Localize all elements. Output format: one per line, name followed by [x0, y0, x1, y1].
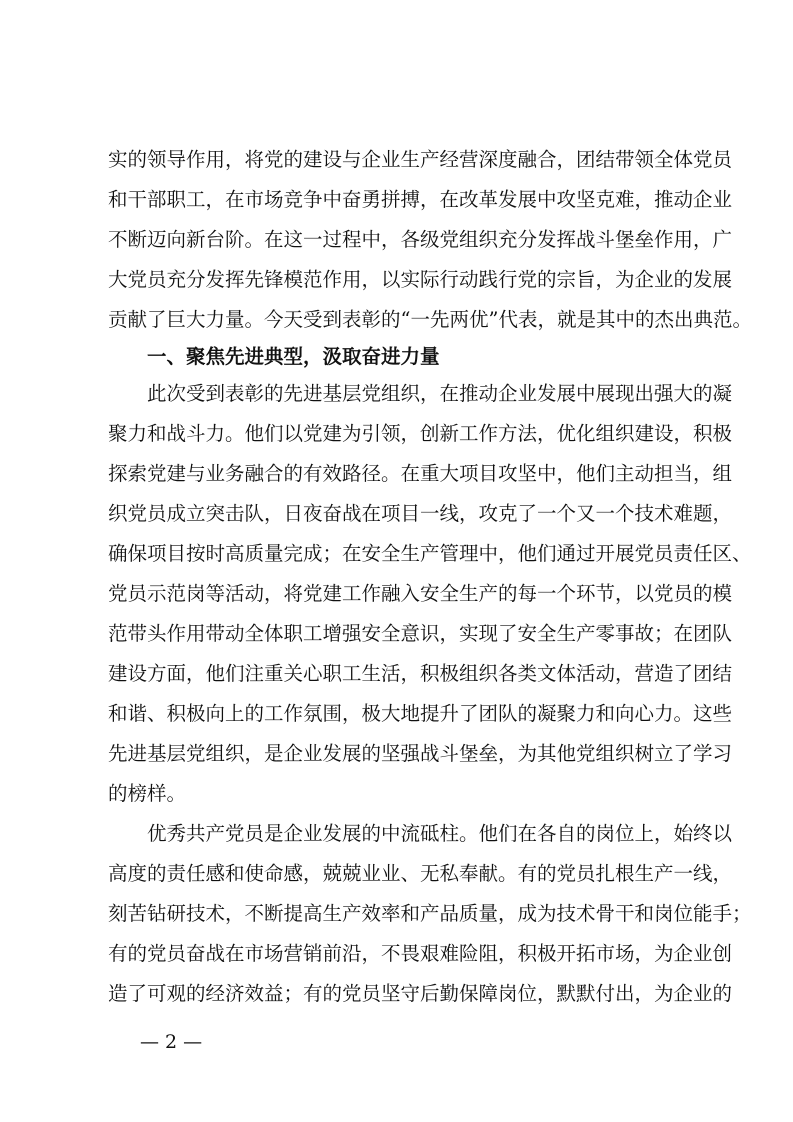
body-text-line: 建设方面，他们注重关心职工生活，积极组织各类文体活动，营造了团结 [108, 662, 733, 685]
body-text-line: 实的领导作用，将党的建设与企业生产经营深度融合，团结带领全体党员 [108, 148, 733, 171]
body-text-line: 贡献了巨大力量。今天受到表彰的“一先两优”代表，就是其中的杰出典范。 [108, 308, 752, 331]
body-text-line: 党员示范岗等活动，将党建工作融入安全生产的每一个环节，以党员的模 [108, 582, 733, 605]
body-text-line: 有的党员奋战在市场营销前沿，不畏艰难险阻，积极开拓市场，为企业创 [108, 942, 733, 965]
body-text-line: 织党员成立突击队，日夜奋战在项目一线，攻克了一个又一个技术难题， [108, 502, 733, 525]
body-text-line: 的榜样。 [108, 782, 187, 805]
body-text-line: 造了可观的经济效益；有的党员坚守后勤保障岗位，默默付出，为企业的 [108, 982, 733, 1005]
body-text-line: 范带头作用带动全体职工增强安全意识，实现了安全生产零事故；在团队 [108, 622, 733, 645]
body-text-line: 大党员充分发挥先锋模范作用，以实际行动践行党的宗旨，为企业的发展 [108, 268, 733, 291]
body-text-line: 聚力和战斗力。他们以党建为引领，创新工作方法，优化组织建设，积极 [108, 422, 733, 445]
body-text-line: 先进基层党组织，是企业发展的坚强战斗堡垒，为其他党组织树立了学习 [108, 742, 733, 765]
body-text-line: 优秀共产党员是企业发展的中流砥柱。他们在各自的岗位上，始终以 [147, 822, 733, 845]
page-number: — 2 — [140, 1031, 203, 1053]
body-text-line: 探索党建与业务融合的有效路径。在重大项目攻坚中，他们主动担当，组 [108, 462, 733, 485]
body-text-line: 确保项目按时高质量完成；在安全生产管理中，他们通过开展党员责任区、 [108, 542, 752, 565]
body-text-line: 刻苦钻研技术，不断提高生产效率和产品质量，成为技术骨干和岗位能手； [108, 902, 752, 925]
body-text-line: 和谐、积极向上的工作氛围，极大地提升了团队的凝聚力和向心力。这些 [108, 702, 733, 725]
body-text-line: 不断迈向新台阶。在这一过程中，各级党组织充分发挥战斗堡垒作用，广 [108, 228, 733, 251]
section-heading: 一、聚焦先进典型，汲取奋进力量 [147, 345, 440, 368]
body-text-line: 和干部职工，在市场竞争中奋勇拼搏，在改革发展中攻坚克难，推动企业 [108, 188, 733, 211]
body-text-line: 高度的责任感和使命感，兢兢业业、无私奉献。有的党员扎根生产一线， [108, 862, 733, 885]
body-text-line: 此次受到表彰的先进基层党组织，在推动企业发展中展现出强大的凝 [147, 382, 733, 405]
